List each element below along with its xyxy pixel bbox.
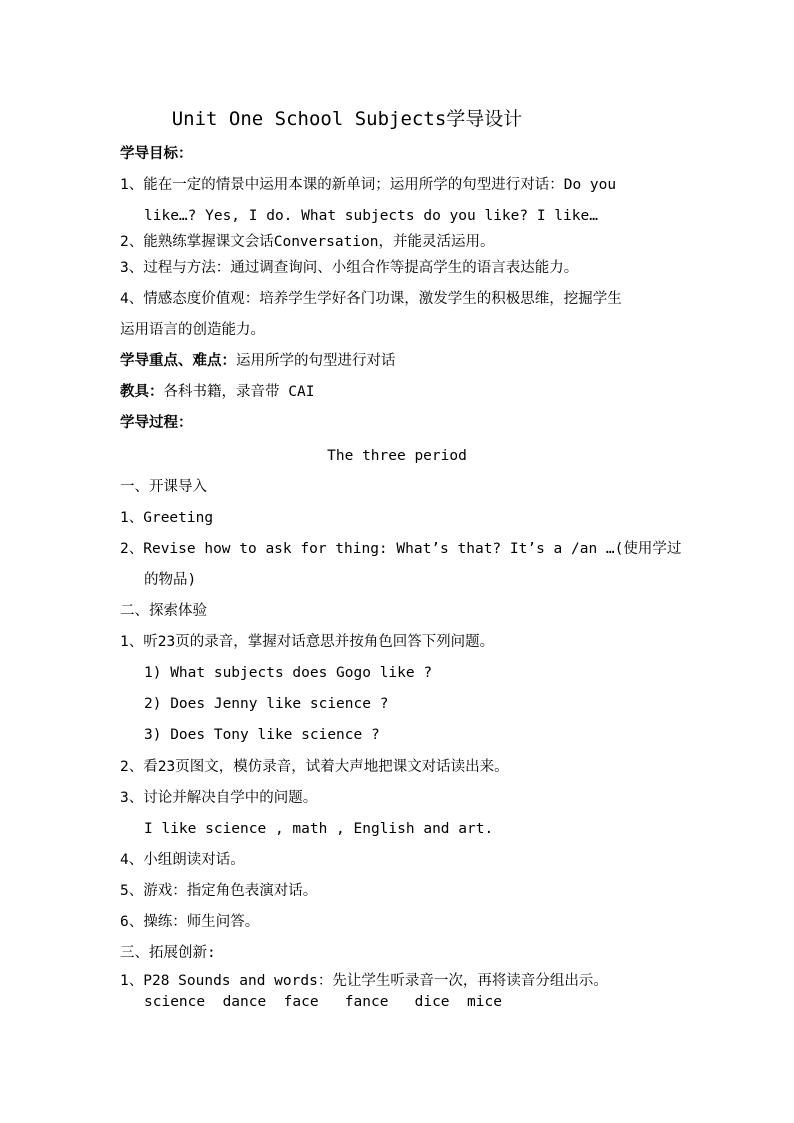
question-3: 3) Does Tony like science ? [144,727,380,743]
objectives-heading: 学导目标： [120,146,193,162]
objective-4: 4、情感态度价值观：培养学生学好各门功课，激发学生的积极思维，挖掘学生 [120,291,622,307]
section1-heading: 一、开课导入 [120,479,207,495]
key-points-value: 运用所学的句型进行对话 [236,353,396,369]
objective-2: 2、能熟练掌握课文会话Conversation，并能灵活运用。 [120,234,495,250]
tools-label: 教具： [120,384,164,400]
section1-item-2-continued: 的物品) [144,572,197,588]
section2-heading: 二、探索体验 [120,603,207,619]
section3-item-1: 1、P28 Sounds and words：先让学生听录音一次，再将读音分组出示。 [120,973,608,989]
question-1: 1) What subjects does Gogo like ? [144,665,433,681]
question-2: 2) Does Jenny like science ? [144,696,389,712]
objective-4-continued: 运用语言的创造能力。 [120,322,265,338]
period-title: The three period [327,448,467,464]
section2-item-6: 6、操练：师生问答。 [120,914,260,930]
process-heading: 学导过程： [120,415,193,431]
section1-item-2: 2、Revise how to ask for thing: What’s that? It’s a /an …(使用学过 [120,541,682,557]
objective-1: 1、能在一定的情景中运用本课的新单词；运用所学的句型进行对话：Do you [120,177,617,193]
objective-3: 3、过程与方法：通过调查询问、小组合作等提高学生的语言表达能力。 [120,260,579,276]
sounds-words-list: science dance face fance dice mice [144,994,502,1010]
section2-item-4: 4、小组朗读对话。 [120,852,245,868]
objective-1-continued: like…? Yes, I do. What subjects do you like? I like… [144,208,598,224]
section3-heading: 三、拓展创新: [120,945,216,961]
section2-item-3: 3、讨论并解决自学中的问题。 [120,790,318,806]
key-points-line [120,351,396,371]
section2-item-5: 5、游戏：指定角色表演对话。 [120,883,318,899]
tools-line [120,382,314,402]
key-points-label: 学导重点、难点： [120,353,236,369]
document-title: Unit One School Subjects学导设计 [171,108,523,130]
section2-item-1: 1、听23页的录音，掌握对话意思并按角色回答下列问题。 [120,634,495,650]
section2-item-2: 2、看23页图文，模仿录音，试着大声地把课文对话读出来。 [120,759,509,775]
example-sentence: I like science , math , English and art. [144,821,494,837]
section1-item-1: 1、Greeting [120,510,214,526]
tools-value: 各科书籍，录音带 CAI [163,384,315,400]
